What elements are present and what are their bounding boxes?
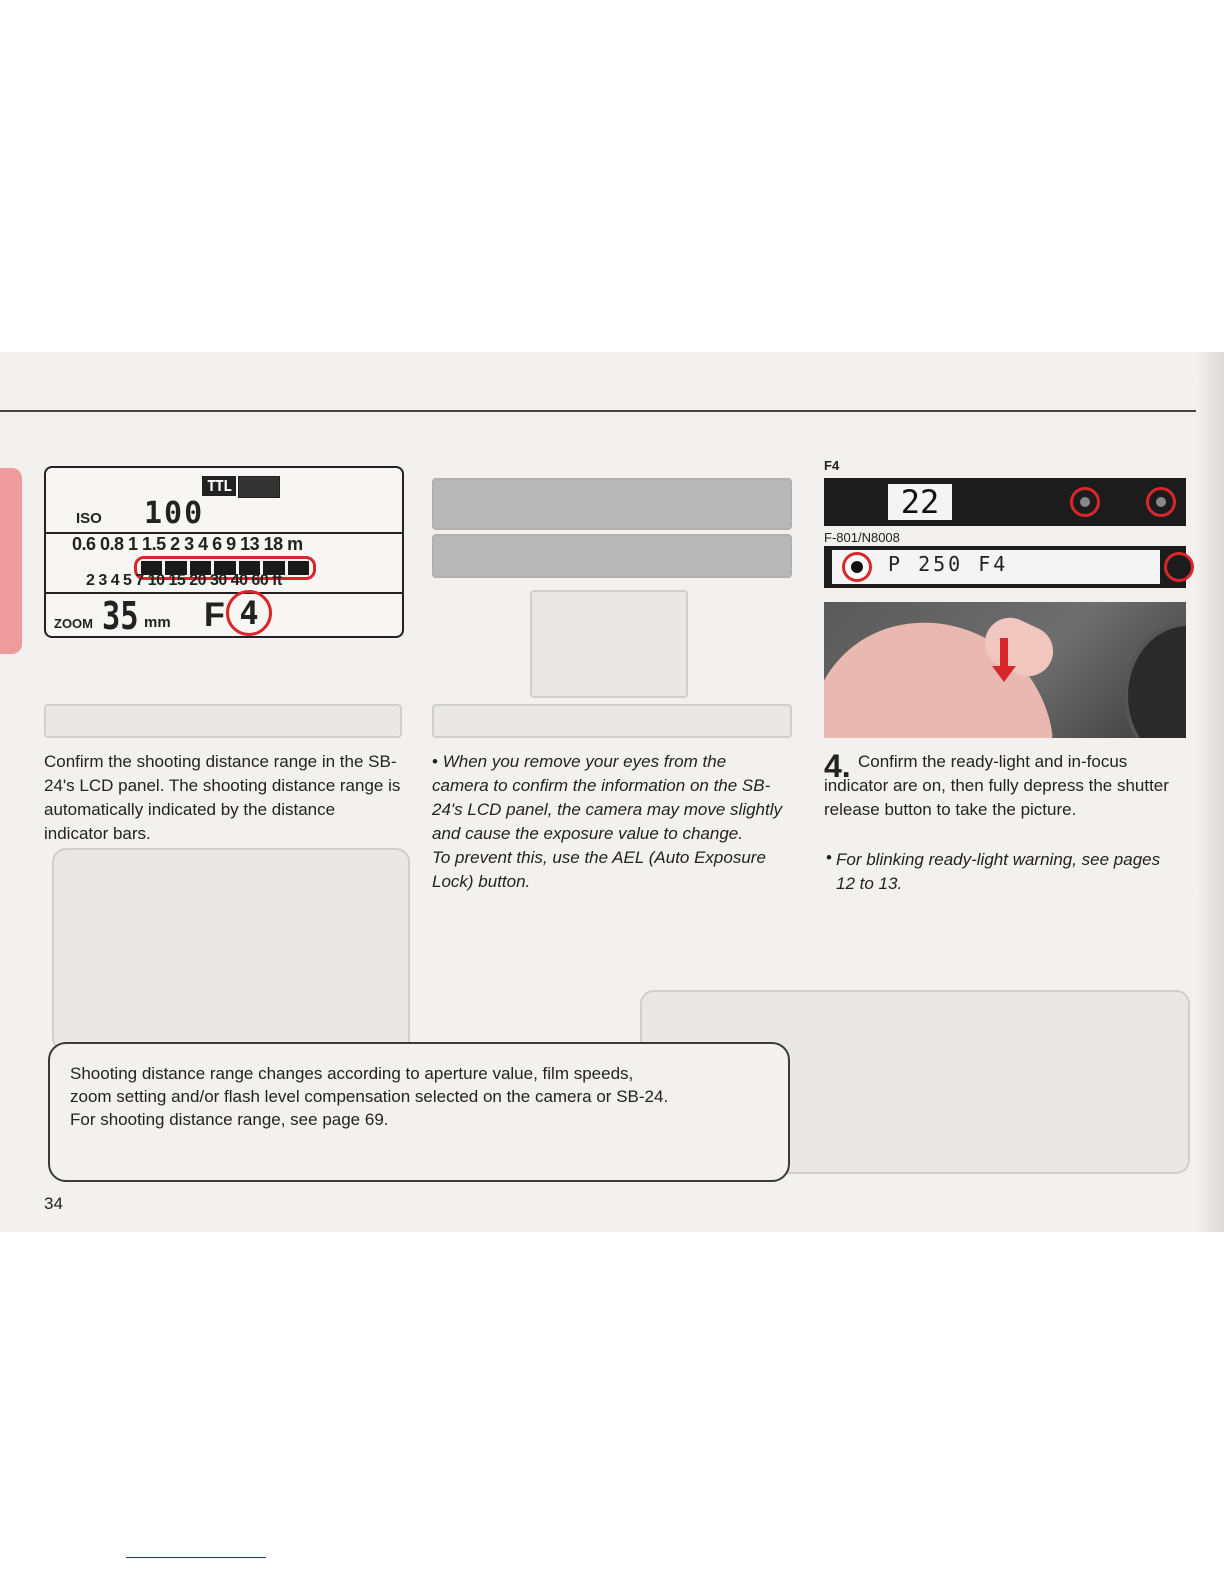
- sb24-lcd-panel: [44, 466, 404, 638]
- iso-label: ISO: [76, 510, 102, 527]
- header-rule: [0, 410, 1224, 412]
- note-line-1: Shooting distance range changes according to aperture value, film speeds,: [70, 1064, 634, 1083]
- section-tab: [0, 468, 22, 654]
- ttl-indicator: TTL: [202, 476, 236, 496]
- page-number: 34: [44, 1194, 63, 1213]
- press-arrowhead-icon: [992, 666, 1016, 682]
- page-edge-shadow: [1196, 352, 1224, 1232]
- camera-model-n8008-label: F-801/N8008: [824, 530, 900, 545]
- aperture-value: 4: [226, 590, 272, 636]
- in-focus-indicator-icon: [1070, 487, 1100, 517]
- f4-lcd-display: [824, 478, 1186, 526]
- in-focus-indicator-icon: [842, 552, 872, 582]
- iso-value: 100: [144, 496, 205, 531]
- camera-model-f4-label: F4: [824, 458, 840, 473]
- ready-light-icon: [1164, 552, 1194, 582]
- ready-light-icon: [1146, 487, 1176, 517]
- exposure-readout: P 250 F4: [888, 552, 1009, 576]
- bullet-mark: •: [826, 848, 832, 867]
- ghost-camera-readout: [432, 534, 792, 578]
- n8008-viewfinder-display: [824, 546, 1186, 588]
- ghost-viewfinder: [530, 590, 688, 698]
- zoom-label: ZOOM: [54, 616, 93, 631]
- note-line-3: For shooting distance range, see page 69.: [70, 1110, 389, 1129]
- ghost-lcd-strip: [44, 704, 402, 738]
- zoom-unit: mm: [144, 614, 171, 631]
- aperture-display: 22: [888, 484, 952, 520]
- distance-scale-meters: 0.6 0.8 1 1.5 2 3 4 6 9 13 18 m: [72, 534, 303, 554]
- col3-bullet-text: For blinking ready-light warning, see pages 12 to 13.: [836, 850, 1161, 893]
- press-arrow-icon: [1000, 638, 1008, 668]
- col2-text1: When you remove your eyes from the camera to confirm the information on the SB-24's LCD panel, the camera may move slightly and cause the exposure value to change.: [432, 752, 783, 843]
- note-text: [70, 1062, 780, 1131]
- col1-paragraph: Confirm the shooting distance range in the SB-24's LCD panel. The shooting distance range is automatically indicated by the distance indicator bars.: [44, 752, 401, 843]
- ghost-note-box: [52, 848, 410, 1052]
- shutter-release-photo: [824, 602, 1186, 738]
- col3-paragraph: Confirm the ready-light and in-focus indicator are on, then fully depress the shutter release button to take the picture.: [824, 752, 1169, 819]
- bullet-mark: •: [432, 752, 438, 771]
- footer-rule: [126, 1557, 266, 1558]
- lcd-divider: [46, 592, 402, 594]
- distance-scale-feet: 2 3 4 5 7 10 15 20 30 40 60 ft: [86, 572, 282, 589]
- flash-mode-icon: [238, 476, 280, 498]
- ghost-lcd-strip: [432, 704, 792, 738]
- zoom-value: 35: [102, 594, 139, 638]
- ghost-camera-lcd: [432, 478, 792, 530]
- aperture-label: F: [204, 596, 225, 634]
- step-number: 4.: [824, 748, 851, 784]
- col2-paragraph: [432, 750, 782, 894]
- col2-text2: To prevent this, use the AEL (Auto Exposure Lock) button.: [432, 848, 766, 891]
- note-line-2: zoom setting and/or flash level compensation selected on the camera or SB-24.: [70, 1087, 669, 1106]
- camera-lens-image: [1124, 622, 1186, 738]
